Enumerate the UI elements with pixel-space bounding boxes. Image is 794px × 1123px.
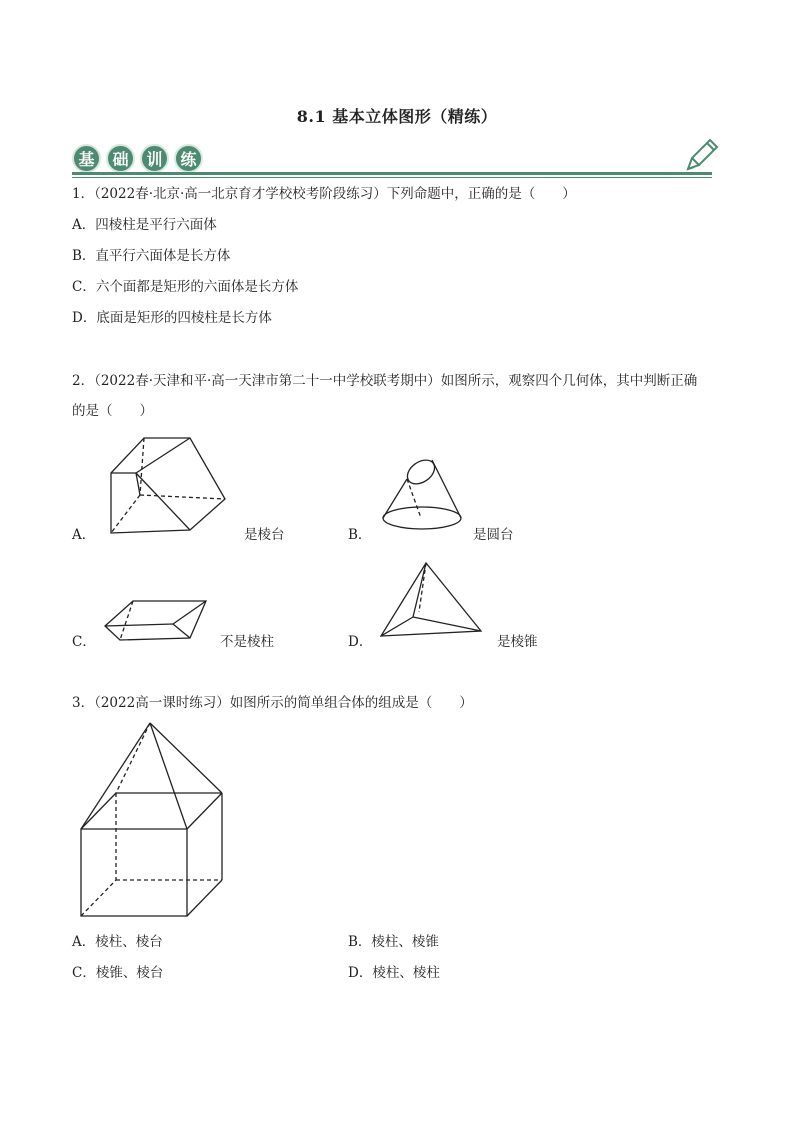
section-rule-thin — [72, 177, 712, 178]
q1-option-a[interactable]: A．四棱柱是平行六面体 — [72, 217, 217, 233]
q3-option-c[interactable]: C．棱锥、棱台 — [72, 965, 164, 981]
q2-stem-line1: 2．（2022春·天津和平·高一天津市第二十一中学校联考期中）如图所示，观察四个几何体，其中判断正确 — [72, 373, 698, 389]
q2-d-label[interactable]: D． — [348, 634, 373, 650]
pencil-icon — [680, 136, 720, 176]
q2-c-label[interactable]: C． — [72, 634, 96, 650]
q3-option-d[interactable]: D．棱柱、棱柱 — [348, 965, 440, 981]
figure-a-solid — [100, 435, 235, 540]
q2-a-label[interactable]: A． — [72, 527, 96, 543]
q2-b-label[interactable]: B． — [348, 527, 372, 543]
figure-combined-solid — [78, 718, 228, 923]
q2-a-text: 是棱台 — [244, 527, 285, 543]
figure-d-pyramid — [375, 560, 487, 642]
section-char-1: 基 — [72, 144, 101, 173]
q1-option-c[interactable]: C．六个面都是矩形的六面体是长方体 — [72, 279, 299, 295]
q2-stem-line2: 的是（ ） — [72, 403, 153, 419]
q1-option-b[interactable]: B．直平行六面体是长方体 — [72, 248, 231, 264]
q1-option-d[interactable]: D．底面是矩形的四棱柱是长方体 — [72, 310, 272, 326]
q2-d-text: 是棱锥 — [497, 634, 538, 650]
section-rule — [72, 172, 712, 175]
q2-c-text: 不是棱柱 — [220, 634, 274, 650]
section-char-2: 础 — [106, 144, 135, 173]
page-title: 8.1 基本立体图形（精练） — [296, 107, 498, 126]
q1-stem: 1．（2022春·北京·高一北京育才学校校考阶段练习）下列命题中，正确的是（ ） — [72, 186, 576, 202]
q3-stem: 3．（2022高一课时练习）如图所示的简单组合体的组成是（ ） — [72, 695, 473, 711]
q2-b-text: 是圆台 — [473, 527, 514, 543]
q3-option-a[interactable]: A．棱柱、棱台 — [72, 934, 163, 950]
section-char-4: 练 — [174, 144, 203, 173]
figure-c-prism — [100, 598, 210, 648]
q3-option-b[interactable]: B．棱柱、棱锥 — [348, 934, 439, 950]
figure-b-frustum — [380, 455, 470, 535]
section-char-3: 训 — [140, 144, 169, 173]
